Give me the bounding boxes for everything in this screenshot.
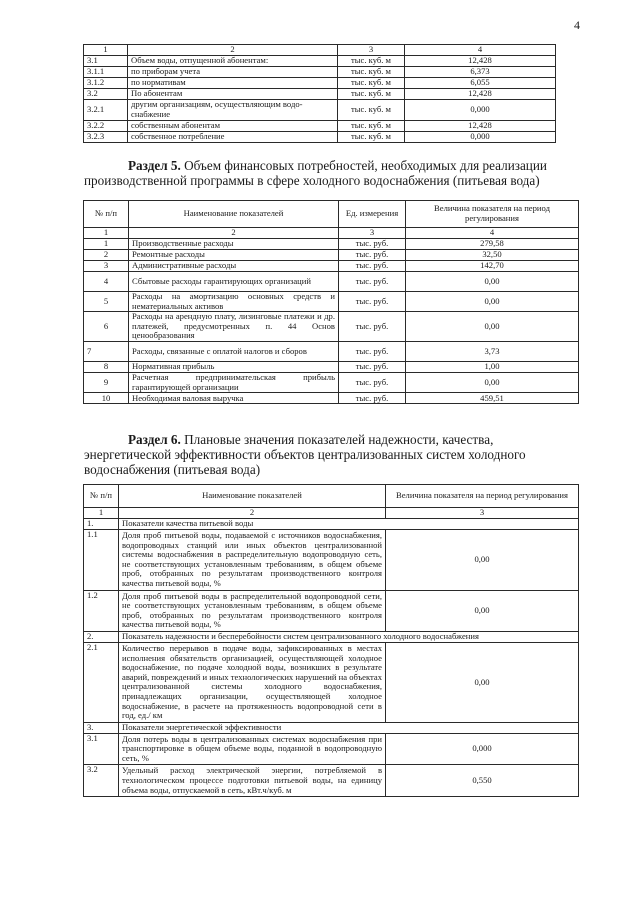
row-number: 3.1.2: [84, 78, 128, 89]
table-row: [84, 312, 579, 342]
header-cell: 2: [128, 45, 338, 56]
header-cell: Наименование показателей: [119, 485, 386, 508]
section-6-title: Плановые значения показателей надежности, качества, энергетической эффективности объектов централизованных систем холодного водоснабжения (питьевая вода): [84, 432, 526, 477]
row-number: 7: [84, 342, 129, 362]
row-unit: тыс. куб. м: [338, 56, 405, 67]
row-name: собственным абонентам: [128, 121, 338, 132]
row-name: Доля проб питьевой воды, подаваемой с источников водоснабжения, водопроводных станций или иных объектов централизованной системы водоснабжения в распределительную водопроводную сеть, не соответствующих установленным требованиям, в общем объеме проб, отобранных по результатам производственного контроля качества питьевой воды, %: [119, 530, 386, 591]
row-unit: тыс. руб.: [339, 292, 406, 312]
group-number: 3.: [84, 722, 119, 733]
row-number: 4: [84, 272, 129, 292]
row-name: Административные расходы: [129, 261, 339, 272]
row-name: Удельный расход электрической энергии, потребляемой в технологическом процессе подготовки питьевой воды, на единицу объема воды, отпускаемой в сеть, кВт.ч/куб. м: [119, 765, 386, 797]
table-row: [84, 67, 556, 78]
row-unit: тыс. руб.: [339, 362, 406, 373]
column-number: 4: [406, 228, 579, 239]
row-number: 3.2: [84, 765, 119, 797]
row-value: 279,58: [406, 239, 579, 250]
row-unit: тыс. руб.: [339, 261, 406, 272]
row-number: 9: [84, 373, 129, 393]
table-row: [84, 765, 579, 797]
row-name: Объем воды, отпущенной абонентам:: [128, 56, 338, 67]
group-row: [84, 631, 579, 642]
table-row: [84, 530, 579, 591]
row-name: другим организациям, осуществляющим водо-снабжение: [128, 100, 338, 121]
row-value: 0,000: [405, 100, 556, 121]
row-value: 0,00: [386, 530, 579, 591]
group-title: Показатель надежности и бесперебойности систем централизованного холодного водоснабжения: [119, 631, 579, 642]
row-number: 1.1: [84, 530, 119, 591]
row-value: 459,51: [406, 393, 579, 404]
row-number: 3: [84, 261, 129, 272]
header-cell: Величина показателя на период регулирования: [406, 201, 579, 228]
table-row: [84, 642, 579, 722]
row-unit: тыс. руб.: [339, 342, 406, 362]
column-number: 3: [386, 508, 579, 519]
column-number: 1: [84, 228, 129, 239]
row-name: Расходы на арендную плату, лизинговые платежи и др. платежей, предусмотренных п. 44 Основ ценообразования: [129, 312, 339, 342]
table-row: [84, 393, 579, 404]
row-unit: тыс. куб. м: [338, 100, 405, 121]
row-number: 1.2: [84, 590, 119, 631]
row-unit: тыс. куб. м: [338, 67, 405, 78]
row-value: 32,50: [406, 250, 579, 261]
table-row: [84, 56, 556, 67]
table-header-row: [84, 485, 579, 508]
row-value: 0,00: [386, 590, 579, 631]
section-5-title: Объем финансовых потребностей, необходимых для реализации производственной программы в сфере холодного водоснабжения (питьевая вода): [84, 158, 547, 188]
table-row: [84, 373, 579, 393]
group-title: Показатели качества питьевой воды: [119, 519, 579, 530]
row-number: 8: [84, 362, 129, 373]
row-value: 0,000: [386, 733, 579, 765]
row-unit: тыс. куб. м: [338, 89, 405, 100]
row-value: 6,373: [405, 67, 556, 78]
row-value: 0,550: [386, 765, 579, 797]
section-6-heading: [84, 432, 580, 477]
section-5-label: Раздел 5.: [128, 158, 181, 173]
row-name: собственное потребление: [128, 132, 338, 143]
row-name: Расчетная предпринимательская прибыль гарантирующей организации: [129, 373, 339, 393]
row-name: Нормативная прибыль: [129, 362, 339, 373]
row-value: 0,00: [406, 292, 579, 312]
header-cell: Наименование показателей: [129, 201, 339, 228]
column-number: 2: [129, 228, 339, 239]
row-name: по приборам учета: [128, 67, 338, 78]
table-row: [84, 100, 556, 121]
row-value: 12,428: [405, 89, 556, 100]
row-unit: тыс. куб. м: [338, 121, 405, 132]
row-number: 2.1: [84, 642, 119, 722]
table-row: [84, 342, 579, 362]
row-value: 0,00: [406, 272, 579, 292]
row-name: Количество перерывов в подаче воды, зафиксированных в местах исполнения обязательств организацией, осуществляющей холодное водоснабжение, по подаче холодной воды, возникших в результате аварий, повреждений и иных технологических нарушений на объектах централизованной системы холодного водоснабжения, принадлежащих организации, осуществляющей холодное водоснабжение, в расчете на протяженность водопроводной сети в год, ед./ км: [119, 642, 386, 722]
section-5-heading: [84, 158, 580, 188]
column-number: 2: [119, 508, 386, 519]
row-number: 3.2.2: [84, 121, 128, 132]
row-number: 5: [84, 292, 129, 312]
table-row: [84, 89, 556, 100]
header-cell: № п/п: [84, 201, 129, 228]
table-row: [84, 733, 579, 765]
table-row: [84, 362, 579, 373]
row-number: 3.2.1: [84, 100, 128, 121]
row-unit: тыс. руб.: [339, 312, 406, 342]
section-6-label: Раздел 6.: [128, 432, 181, 447]
table-row: [84, 132, 556, 143]
row-name: Доля проб питьевой воды в распределительной водопроводной сети, не соответствующих установленным требованиям, в общем объеме проб, отобранных по результатам производственного контроля качества питьевой воды, %: [119, 590, 386, 631]
row-number: 6: [84, 312, 129, 342]
row-value: 0,00: [386, 642, 579, 722]
table-row: [84, 239, 579, 250]
header-cell: Величина показателя на период регулирования: [386, 485, 579, 508]
row-name: Расходы, связанные с оплатой налогов и сборов: [129, 342, 339, 362]
row-value: 142,70: [406, 261, 579, 272]
column-number: 1: [84, 508, 119, 519]
group-number: 2.: [84, 631, 119, 642]
row-unit: тыс. руб.: [339, 250, 406, 261]
group-row: [84, 519, 579, 530]
row-value: 12,428: [405, 56, 556, 67]
table-header-row: [84, 45, 556, 56]
row-value: 0,00: [406, 373, 579, 393]
table-row: [84, 272, 579, 292]
row-unit: тыс. куб. м: [338, 78, 405, 89]
row-number: 3.1: [84, 733, 119, 765]
row-unit: тыс. руб.: [339, 393, 406, 404]
row-name: Сбытовые расходы гарантирующих организаций: [129, 272, 339, 292]
page-number: 4: [574, 18, 580, 32]
header-cell: 3: [338, 45, 405, 56]
row-name: Расходы на амортизацию основных средств и нематериальных активов: [129, 292, 339, 312]
table-row: [84, 292, 579, 312]
table-row: [84, 250, 579, 261]
row-number: 3.1.1: [84, 67, 128, 78]
column-number: 3: [339, 228, 406, 239]
group-row: [84, 722, 579, 733]
financial-needs-table: [83, 200, 579, 404]
row-value: 1,00: [406, 362, 579, 373]
row-value: 0,00: [406, 312, 579, 342]
column-number-row: [84, 508, 579, 519]
row-value: 3,73: [406, 342, 579, 362]
row-name: Необходимая валовая выручка: [129, 393, 339, 404]
row-value: 0,000: [405, 132, 556, 143]
row-value: 6,055: [405, 78, 556, 89]
row-name: По абонентам: [128, 89, 338, 100]
row-number: 3.2: [84, 89, 128, 100]
indicators-table: [83, 484, 579, 797]
row-unit: тыс. руб.: [339, 373, 406, 393]
row-number: 3.1: [84, 56, 128, 67]
row-unit: тыс. руб.: [339, 272, 406, 292]
water-volume-table: [83, 44, 556, 143]
header-cell: № п/п: [84, 485, 119, 508]
table-row: [84, 78, 556, 89]
group-title: Показатели энергетической эффективности: [119, 722, 579, 733]
table-row: [84, 261, 579, 272]
header-cell: 1: [84, 45, 128, 56]
header-cell: Ед. измерения: [339, 201, 406, 228]
table-header-row: [84, 201, 579, 228]
row-number: 3.2.3: [84, 132, 128, 143]
table-row: [84, 590, 579, 631]
row-number: 1: [84, 239, 129, 250]
row-number: 2: [84, 250, 129, 261]
group-number: 1.: [84, 519, 119, 530]
row-unit: тыс. куб. м: [338, 132, 405, 143]
row-name: Доля потерь воды в централизованных системах водоснабжения при транспортировке в общем объеме воды, поданной в водопроводную сеть, %: [119, 733, 386, 765]
row-unit: тыс. руб.: [339, 239, 406, 250]
row-number: 10: [84, 393, 129, 404]
column-number-row: [84, 228, 579, 239]
table-row: [84, 121, 556, 132]
row-name: по нормативам: [128, 78, 338, 89]
row-name: Ремонтные расходы: [129, 250, 339, 261]
header-cell: 4: [405, 45, 556, 56]
row-value: 12,428: [405, 121, 556, 132]
row-name: Производственные расходы: [129, 239, 339, 250]
